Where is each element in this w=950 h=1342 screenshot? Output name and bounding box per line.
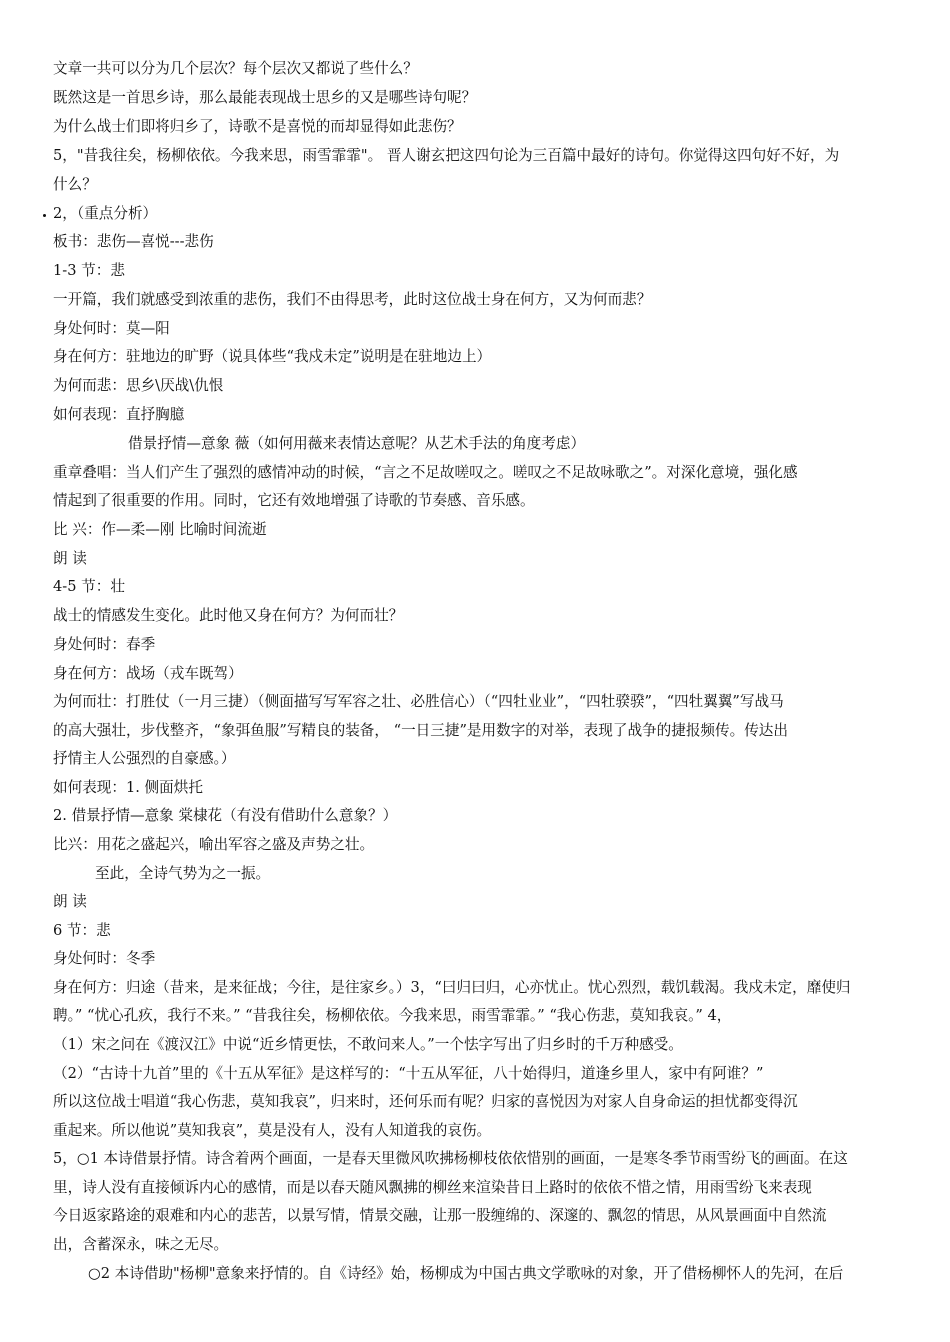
text-line: 4-5 节：壮	[53, 578, 125, 595]
text-line: 既然这是一首思乡诗，那么最能表现战士思乡的又是哪些诗句呢？	[53, 89, 477, 106]
text-line: 2，（重点分析）	[53, 205, 158, 222]
text-line: 抒情主人公强烈的自豪感。）	[53, 750, 236, 767]
text-line: 5，"昔我往矣，杨柳依依。今我来思，雨雪霏霏"。 晋人谢玄把这四句论为三百篇中最好的诗句。你觉得这四句好不好，为	[53, 147, 840, 164]
text-line: 文章一共可以分为几个层次？每个层次又都说了些什么？	[53, 60, 418, 77]
text-line: 今日返家路途的艰难和内心的悲苦，以景写情，情景交融，让那一股缠绵的、深邃的、飘忽的情思，从风景画面中自然流	[53, 1207, 827, 1224]
text-line: （1）宋之问在《渡汉江》中说“近乡情更怯，不敢问来人。”一个怯字写出了归乡时的千万种感受。	[53, 1036, 683, 1053]
text-line: ○2 本诗借助"杨柳"意象来抒情的。自《诗经》始，杨柳成为中国古典文学歌咏的对象，开了借杨柳怀人的先河，在后	[88, 1265, 844, 1282]
text-line: 什么？	[53, 176, 97, 193]
text-line: 为什么战士们即将归乡了，诗歌不是喜悦的而却显得如此悲伤？	[53, 118, 462, 135]
text-line: 朗 读	[53, 893, 87, 910]
text-line: 战士的情感发生变化。此时他又身在何方？为何而壮？	[53, 607, 404, 624]
text-line: 里，诗人没有直接倾诉内心的感情，而是以春天随风飘拂的柳丝来渲染昔日上路时的依依不惜之情，用雨雪纷飞来表现	[53, 1179, 812, 1196]
text-line: 板书：悲伤—喜悦---悲伤	[53, 233, 214, 250]
text-line: 如何表现：1. 侧面烘托	[53, 779, 203, 796]
text-line: 借景抒情—意象 薇（如何用薇来表情达意呢？从艺术手法的角度考虑）	[128, 435, 586, 452]
text-line: 出，含蓄深永，味之无尽。	[53, 1236, 229, 1253]
text-line: 身处何时：冬季	[53, 950, 156, 967]
text-line: 身在何方：战场（戎车既驾）	[53, 665, 243, 682]
text-line: 为何而悲：思乡\厌战\仇恨	[53, 377, 224, 394]
text-line: 聘。” “忧心孔疚，我行不来。” “昔我往矣，杨柳依依。今我来思，雨雪霏霏。” “我心伤悲，莫知我哀。” 4，	[53, 1007, 732, 1024]
text-line: 至此，全诗气势为之一振。	[95, 865, 271, 882]
text-line: 身在何方：归途（昔来，是来征战；今往，是往家乡。）3，“曰归曰归，心亦忧止。忧心烈烈，载饥载渴。我戍未定，靡使归	[53, 979, 851, 996]
text-line: 5，○1 本诗借景抒情。诗含着两个画面，一是春天里微风吹拂杨柳枝依依惜别的画面，一是寒冬季节雨雪纷飞的画面。在这	[53, 1150, 848, 1167]
text-line: 比 兴：作—柔—刚 比喻时间流逝	[53, 521, 267, 538]
text-line: 1-3 节：悲	[53, 262, 125, 279]
text-line: 比兴：用花之盛起兴，喻出军容之盛及声势之壮。	[53, 836, 375, 853]
text-line: 一开篇，我们就感受到浓重的悲伤，我们不由得思考，此时这位战士身在何方，又为何而悲？	[53, 291, 652, 308]
text-line: 的高大强壮，步伐整齐，“象弭鱼服”写精良的装备， “一日三捷”是用数字的对举，表现了战争的捷报频传。传达出	[53, 722, 788, 739]
text-line: 重起来。所以他说”莫知我哀”，莫是没有人，没有人知道我的哀伤。	[53, 1122, 492, 1139]
text-line: 6 节：悲	[53, 922, 111, 939]
text-line: 重章叠唱：当人们产生了强烈的感情冲动的时候，“言之不足故嗟叹之。嗟叹之不足故咏歌之”。对深化意境，强化感	[53, 464, 798, 481]
text-line: 为何而壮：打胜仗（一月三捷）（侧面描写写军容之壮、必胜信心）（“四牡业业”，“四牡骙骙”，“四牡翼翼”写战马	[53, 693, 784, 710]
text-line: （2）“古诗十九首”里的《十五从军征》是这样写的：“十五从军征，八十始得归，道逢乡里人，家中有阿谁？”	[53, 1065, 764, 1082]
text-line: 身处何时：莫—阳	[53, 320, 170, 337]
text-line: 身在何方：驻地边的旷野（说具体些“我戍未定”说明是在驻地边上）	[53, 348, 492, 365]
text-line: 情起到了很重要的作用。同时，它还有效地增强了诗歌的节奏感、音乐感。	[53, 492, 535, 509]
text-line: 朗 读	[53, 550, 87, 567]
text-line: 如何表现：直抒胸臆	[53, 406, 185, 423]
text-line: 身处何时：春季	[53, 636, 156, 653]
text-line: 2. 借景抒情—意象 棠棣花（有没有借助什么意象？）	[53, 807, 398, 824]
bullet-dot	[43, 214, 46, 217]
text-line: 所以这位战士唱道“我心伤悲，莫知我哀”，归来时，还何乐而有呢？归家的喜悦因为对家人自身命运的担忧都变得沉	[53, 1093, 798, 1110]
